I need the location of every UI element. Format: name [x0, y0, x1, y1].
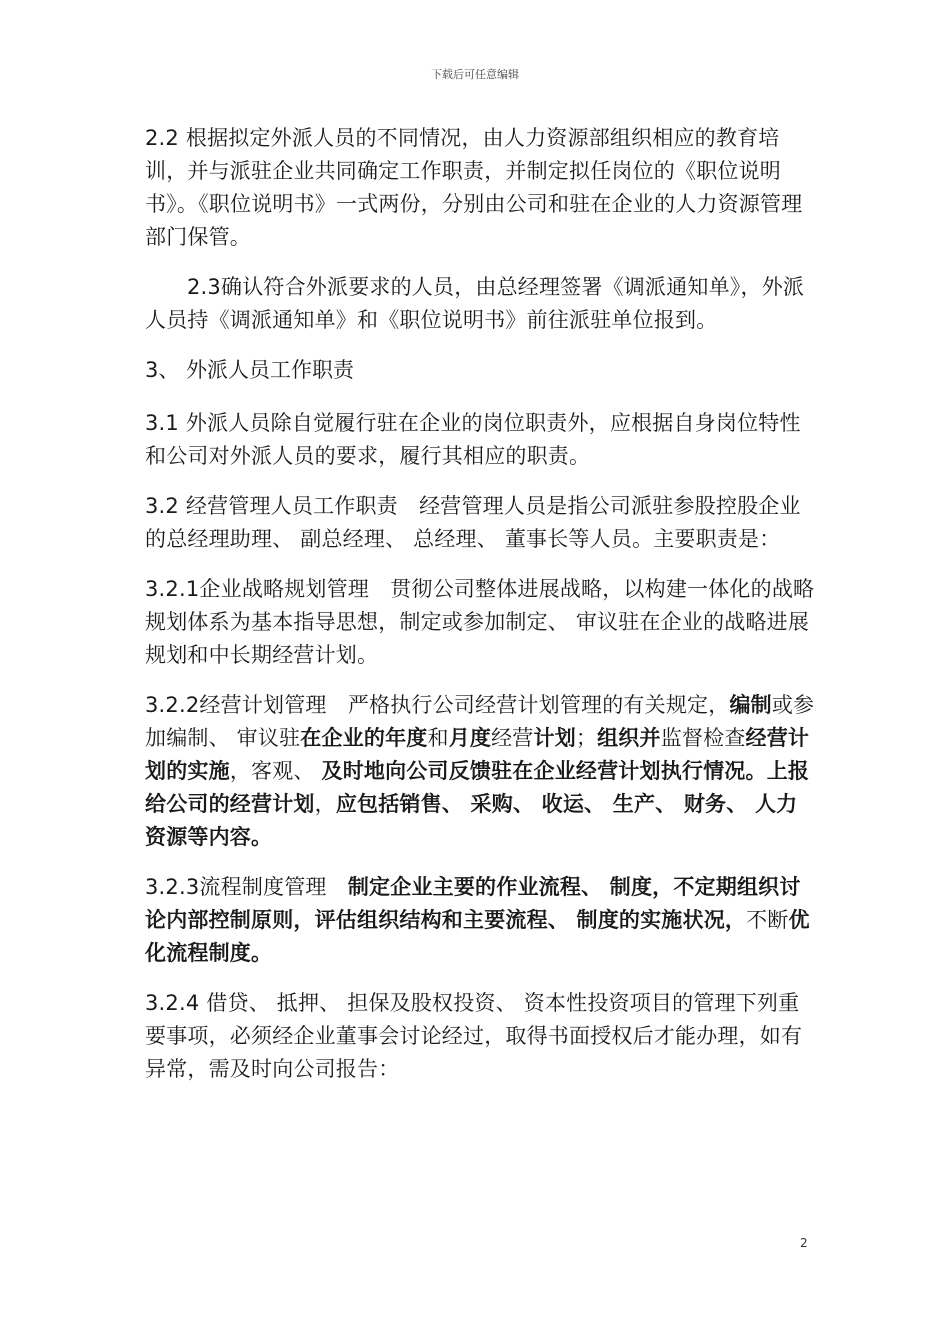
- text-run-bold: 月度: [448, 726, 492, 750]
- paragraph-3-2: 3.2 经营管理人员工作职责 经营管理人员是指公司派驻参股控股企业的总经理助理、 副总经理、 总经理、 董事长等人员。主要职责是：: [145, 494, 801, 551]
- text-run: 或参加编制、 审议驻: [145, 693, 815, 750]
- text-run: 不断: [746, 908, 789, 932]
- page-number: 2: [800, 1236, 808, 1250]
- text-run: ，: [314, 792, 336, 816]
- text-run: ；: [575, 726, 598, 750]
- paragraph-2-3: 2.3确认符合外派要求的人员，由总经理签署《调派通知单》，外派人员持《调派通知单》和《职位说明书》前往派驻单位报到。: [145, 275, 805, 332]
- paragraph-3-2-3: [145, 871, 815, 970]
- text-run-bold: 及时地向公司反馈驻在企业经营计划执行情况。上报给公司的经营计划: [145, 759, 810, 816]
- text-run-bold: 制定企业主要的作业流程、 制度，不定期组织讨论内部控制原则，评估组织结构和主要流程、 制度的实施状况，: [145, 875, 801, 932]
- paragraph-3-2-1: 3.2.1企业战略规划管理 贯彻公司整体进展战略，以构建一体化的战略规划体系为基本指导思想，制定或参加制定、 审议驻在企业的战略进展规划和中长期经营计划。: [145, 577, 815, 667]
- text-run-bold: 计划: [533, 726, 576, 750]
- text-run-bold: 在企业的年度: [300, 726, 428, 750]
- paragraph-3-2-2: [145, 689, 815, 854]
- paragraph-3-1: 3.1 外派人员除自觉履行驻在企业的岗位职责外，应根据自身岗位特性和公司对外派人员的要求，履行其相应的职责。: [145, 411, 801, 468]
- text-run: 监督检查: [660, 726, 746, 750]
- text-run-bold: 优化: [145, 908, 810, 965]
- paragraph-3-2-4: 3.2.4 借贷、 抵押、 担保及股权投资、 资本性投资项目的管理下列重要事项，必须经企业董事会讨论经过，取得书面授权后才能办理，如有异常，需及时向公司报告：: [145, 991, 803, 1081]
- text-run: 和: [427, 726, 449, 750]
- text-run-bold: 组织并: [597, 726, 661, 750]
- section-heading-3: 3、 外派人员工作职责: [145, 358, 355, 382]
- text-run-bold: 应包括销售、 采购、 收运、 生产、 财务、 人力资源等内容。: [145, 792, 798, 849]
- text-run-bold: 编制: [729, 693, 772, 717]
- text-run-bold: 流程制度。: [166, 941, 273, 965]
- text-run: ，客观、: [229, 759, 322, 783]
- document-body: [145, 122, 815, 1103]
- text-run: 3.2.2经营计划管理 严格执行公司经营计划管理的有关规定，: [145, 693, 730, 717]
- text-run: 3.2.3流程制度管理: [145, 875, 348, 899]
- text-run-bold: 经营计划的实施: [145, 726, 810, 783]
- text-run: 经营: [491, 726, 534, 750]
- paragraph-2-2: 2.2 根据拟定外派人员的不同情况，由人力资源部组织相应的教育培训，并与派驻企业共同确定工作职责，并制定拟任岗位的《职位说明书》。《职位说明书》一式两份，分别由公司和驻在企业的人力资源管理部门保管。: [145, 126, 803, 249]
- page-header: 下载后可任意编辑: [431, 68, 519, 81]
